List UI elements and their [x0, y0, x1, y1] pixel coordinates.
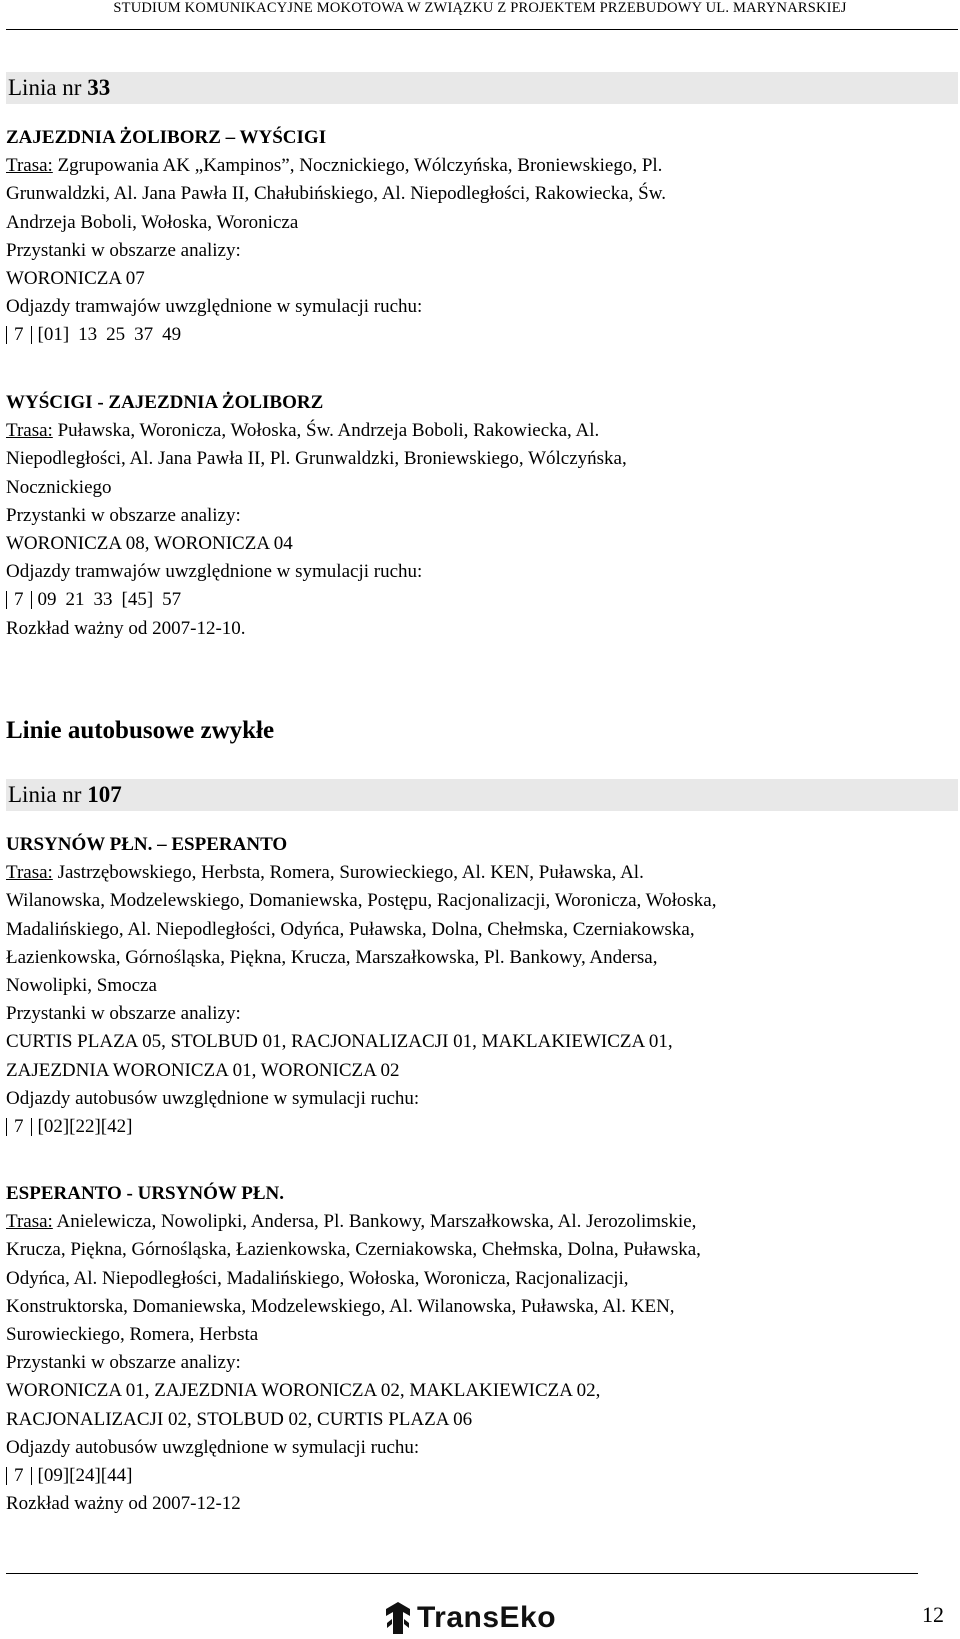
departure-time: [01]	[37, 324, 70, 346]
departure-time: 57	[162, 589, 182, 611]
route-text: Zgrupowania AK „Kampinos”, Nocznickiego, Wólczyńska, Broniewskiego, Pl.	[52, 155, 663, 177]
line-heading-33	[6, 72, 958, 104]
route-label: Trasa:	[6, 862, 53, 884]
route-line	[6, 417, 956, 445]
running-header: STUDIUM KOMUNIKACYJNE MOKOTOWA W ZWIĄZKU Z PROJEKTEM PRZEBUDOWY UL. MARYNARSKIEJ	[113, 0, 847, 16]
departures-label: Odjazdy tramwajów uwzględnione w symulacji ruchu:	[6, 561, 423, 583]
departures-label: Odjazdy autobusów uwzględnione w symulacji ruchu:	[6, 1087, 420, 1109]
line33-direction-2	[6, 389, 956, 643]
departure-time: 49	[162, 324, 182, 346]
stops-label: Przystanki w obszarze analizy:	[6, 504, 241, 526]
route-line: Krucza, Piękna, Górnośląska, Łazienkowska, Czerniakowska, Chełmska, Dolna, Puławska,	[6, 1239, 701, 1261]
stops-list: WORONICZA 01, ZAJEZDNIA WORONICZA 02, MAKLAKIEWICZA 02,	[6, 1380, 601, 1402]
departure-time: 13	[78, 324, 98, 346]
transeko-logo	[383, 1598, 556, 1638]
transeko-mark-icon	[383, 1601, 413, 1635]
hour-cell: 7	[6, 1118, 32, 1136]
stops-list: RACJONALIZACJI 02, STOLBUD 02, CURTIS PLAZA 06	[6, 1408, 473, 1430]
stops-list: WORONICZA 08, WORONICZA 04	[6, 533, 293, 555]
departures-label: Odjazdy autobusów uwzględnione w symulacji ruchu:	[6, 1436, 420, 1458]
departure-time: 37	[134, 324, 154, 346]
hour-cell: 7	[6, 591, 32, 609]
stops-list: WORONICZA 07	[6, 268, 145, 290]
route-line	[6, 1208, 956, 1236]
line-heading-prefix: Linia nr	[8, 782, 82, 807]
section-title: Linie autobusowe zwykłe	[6, 717, 275, 744]
direction-title: ZAJEZDNIA ŻOLIBORZ – WYŚCIGI	[6, 127, 327, 148]
line33-direction-1	[6, 124, 956, 350]
route-line: Nocznickiego	[6, 476, 112, 498]
departure-schedule	[6, 1113, 956, 1141]
route-line: Madalińskiego, Al. Niepodległości, Odyńca, Puławska, Dolna, Chełmska, Czerniakowska,	[6, 918, 695, 940]
route-text: Anielewicza, Nowolipki, Andersa, Pl. Bankowy, Marszałkowska, Al. Jerozolimskie,	[52, 1211, 697, 1233]
direction-title: URSYNÓW PŁN. – ESPERANTO	[6, 834, 288, 855]
route-line: Nowolipki, Smocza	[6, 975, 157, 997]
validity-note: Rozkład ważny od 2007-12-10.	[6, 617, 246, 639]
hour-cell: 7	[6, 326, 32, 344]
route-label: Trasa:	[6, 155, 53, 177]
departure-time: [09][24][44]	[37, 1465, 133, 1487]
departure-time: [45]	[121, 589, 154, 611]
departure-time: 09	[37, 589, 57, 611]
route-line: Andrzeja Boboli, Wołoska, Woronicza	[6, 211, 299, 233]
stops-label: Przystanki w obszarze analizy:	[6, 1352, 241, 1374]
header-divider	[6, 29, 958, 30]
departure-time: 33	[93, 589, 113, 611]
validity-note: Rozkład ważny od 2007-12-12	[6, 1493, 241, 1515]
departure-time: 25	[106, 324, 126, 346]
route-label: Trasa:	[6, 1211, 53, 1233]
route-line: Łazienkowska, Górnośląska, Piękna, Krucza, Marszałkowska, Pl. Bankowy, Andersa,	[6, 946, 658, 968]
hour-cell: 7	[6, 1467, 32, 1485]
route-line: Konstruktorska, Domaniewska, Modzelewskiego, Al. Wilanowska, Puławska, Al. KEN,	[6, 1295, 675, 1317]
route-line	[6, 152, 956, 180]
direction-title: ESPERANTO - URSYNÓW PŁN.	[6, 1183, 285, 1204]
logo-text: TransEko	[417, 1601, 557, 1634]
line107-direction-2	[6, 1180, 956, 1518]
departure-schedule	[6, 586, 956, 614]
route-line: Surowieckiego, Romera, Herbsta	[6, 1324, 259, 1346]
footer-divider	[6, 1573, 918, 1574]
stops-list: ZAJEZDNIA WORONICZA 01, WORONICZA 02	[6, 1059, 400, 1081]
route-line: Niepodległości, Al. Jana Pawła II, Pl. Grunwaldzki, Broniewskiego, Wólczyńska,	[6, 448, 627, 470]
route-line: Odyńca, Al. Niepodległości, Madalińskiego, Wołoska, Woronicza, Racjonalizacji,	[6, 1267, 629, 1289]
departure-time: [02][22][42]	[37, 1116, 133, 1138]
line-heading-107	[6, 779, 958, 811]
route-text: Jastrzębowskiego, Herbsta, Romera, Surowieckiego, Al. KEN, Puławska, Al.	[52, 862, 644, 884]
route-line: Wilanowska, Modzelewskiego, Domaniewska, Postępu, Racjonalizacji, Woronicza, Wołoska,	[6, 890, 717, 912]
route-line: Grunwaldzki, Al. Jana Pawła II, Chałubińskiego, Al. Niepodległości, Rakowiecka, Św.	[6, 183, 666, 205]
line107-direction-1	[6, 831, 956, 1141]
route-label: Trasa:	[6, 420, 53, 442]
departure-schedule	[6, 1462, 956, 1490]
line-heading-prefix: Linia nr	[8, 75, 82, 100]
line-heading-number: 33	[87, 75, 111, 100]
direction-title: WYŚCIGI - ZAJEZDNIA ŻOLIBORZ	[6, 392, 324, 413]
route-line	[6, 859, 956, 887]
departures-label: Odjazdy tramwajów uwzględnione w symulacji ruchu:	[6, 296, 423, 318]
departure-time: 21	[65, 589, 85, 611]
stops-label: Przystanki w obszarze analizy:	[6, 239, 241, 261]
line-heading-number: 107	[87, 782, 122, 807]
page-number: 12	[922, 1602, 944, 1627]
stops-list: CURTIS PLAZA 05, STOLBUD 01, RACJONALIZACJI 01, MAKLAKIEWICZA 01,	[6, 1031, 673, 1053]
stops-label: Przystanki w obszarze analizy:	[6, 1003, 241, 1025]
route-text: Puławska, Woronicza, Wołoska, Św. Andrzeja Boboli, Rakowiecka, Al.	[52, 420, 600, 442]
departure-schedule	[6, 321, 956, 349]
